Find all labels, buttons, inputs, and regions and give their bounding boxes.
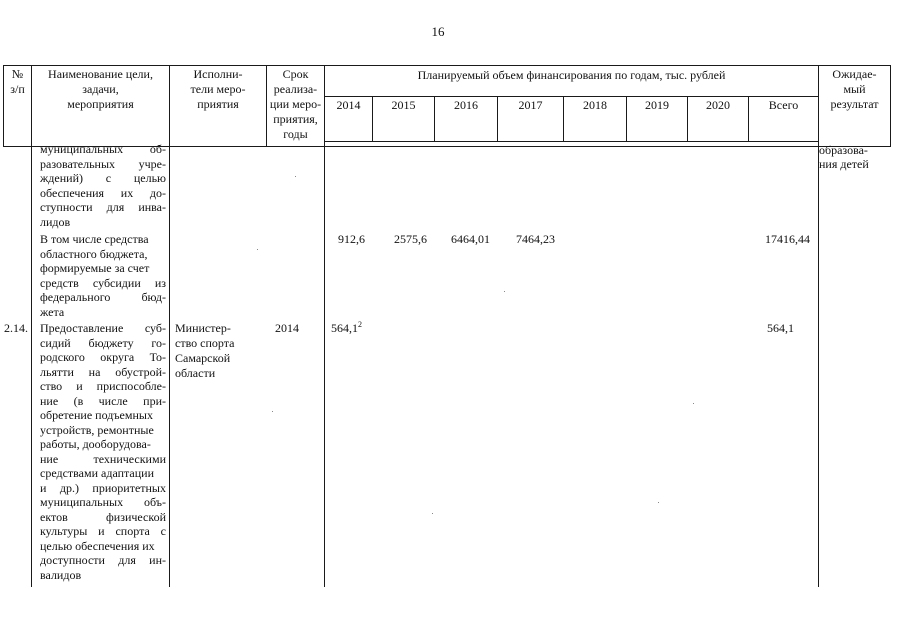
subrow-value-2017: 7464,23 bbox=[516, 232, 555, 246]
years-row-line bbox=[324, 96, 818, 97]
col-line bbox=[169, 65, 170, 587]
row-2-14-executor: Министер- ство спорта Самарской области bbox=[175, 321, 235, 380]
page-number: 16 bbox=[431, 24, 445, 39]
continuation-result: образова- ния детей bbox=[819, 143, 869, 171]
years-bottom-line bbox=[324, 141, 818, 142]
header-name: Наименование цели, задачи, мероприятия bbox=[48, 67, 153, 111]
col-line bbox=[324, 65, 325, 587]
col-line bbox=[890, 65, 891, 147]
scan-speck bbox=[257, 249, 258, 250]
year-2014: 2014 bbox=[336, 98, 361, 112]
scan-speck bbox=[504, 291, 505, 292]
subrow-name: В том числе средства областного бюджета, формируемые за счет средств субсидии из федерального бюд- жета bbox=[40, 232, 166, 319]
scan-speck bbox=[272, 411, 273, 412]
subrow-value-2015: 2575,6 bbox=[394, 232, 427, 246]
year-2020: 2020 bbox=[706, 98, 730, 112]
row-2-14-term: 2014 bbox=[275, 321, 299, 335]
header-term: Срок реализа- ции меро- приятия, годы bbox=[269, 67, 322, 141]
col-line bbox=[31, 65, 32, 587]
year-2018: 2018 bbox=[583, 98, 607, 112]
scan-speck bbox=[295, 176, 296, 177]
year-total: Всего bbox=[768, 98, 799, 112]
header-executor: Исполни- тели меро- приятия bbox=[190, 67, 246, 111]
year-2015: 2015 bbox=[391, 98, 416, 112]
scan-speck bbox=[432, 513, 433, 514]
year-2017: 2017 bbox=[518, 98, 543, 112]
scan-speck bbox=[658, 502, 659, 503]
header-funding: Планируемый объем финансирования по годам, тыс. рублей bbox=[417, 68, 726, 82]
header-num: № з/п bbox=[10, 67, 25, 96]
header-result: Ожидае- мый результат bbox=[830, 67, 879, 111]
subrow-value-total: 17416,44 bbox=[765, 232, 810, 246]
footnote-mark: 2 bbox=[358, 320, 362, 329]
year-2016: 2016 bbox=[454, 98, 478, 112]
subrow-value-2014: 912,6 bbox=[338, 232, 365, 246]
row-2-14-value-2014: 564,1$^2$ bbox=[331, 320, 362, 335]
table-top-border bbox=[3, 65, 890, 66]
scan-speck bbox=[693, 403, 694, 404]
year-2019: 2019 bbox=[645, 98, 669, 112]
row-number: 2.14. bbox=[4, 321, 28, 335]
row-2-14-name: Предоставление суб- сидий бюджету го- родского округа То- льятти на обустрой- ство и приспособле- ние (в числе при- обретение подъемных устройств, ремонтные работы, дооборудова- ние техническими средствами адаптации и др.) приоритетных муниципальных объ- ектов физической культуры и спорта с целью обеспечения их доступности для ин- валидов bbox=[40, 321, 166, 582]
row-2-14-total: 564,1 bbox=[767, 321, 794, 335]
continuation-name: муниципальных об- разовательных учре- ждений) с целью обеспечения их до- ступности для инва- лидов bbox=[40, 142, 166, 229]
subrow-value-2016: 6464,01 bbox=[451, 232, 490, 246]
